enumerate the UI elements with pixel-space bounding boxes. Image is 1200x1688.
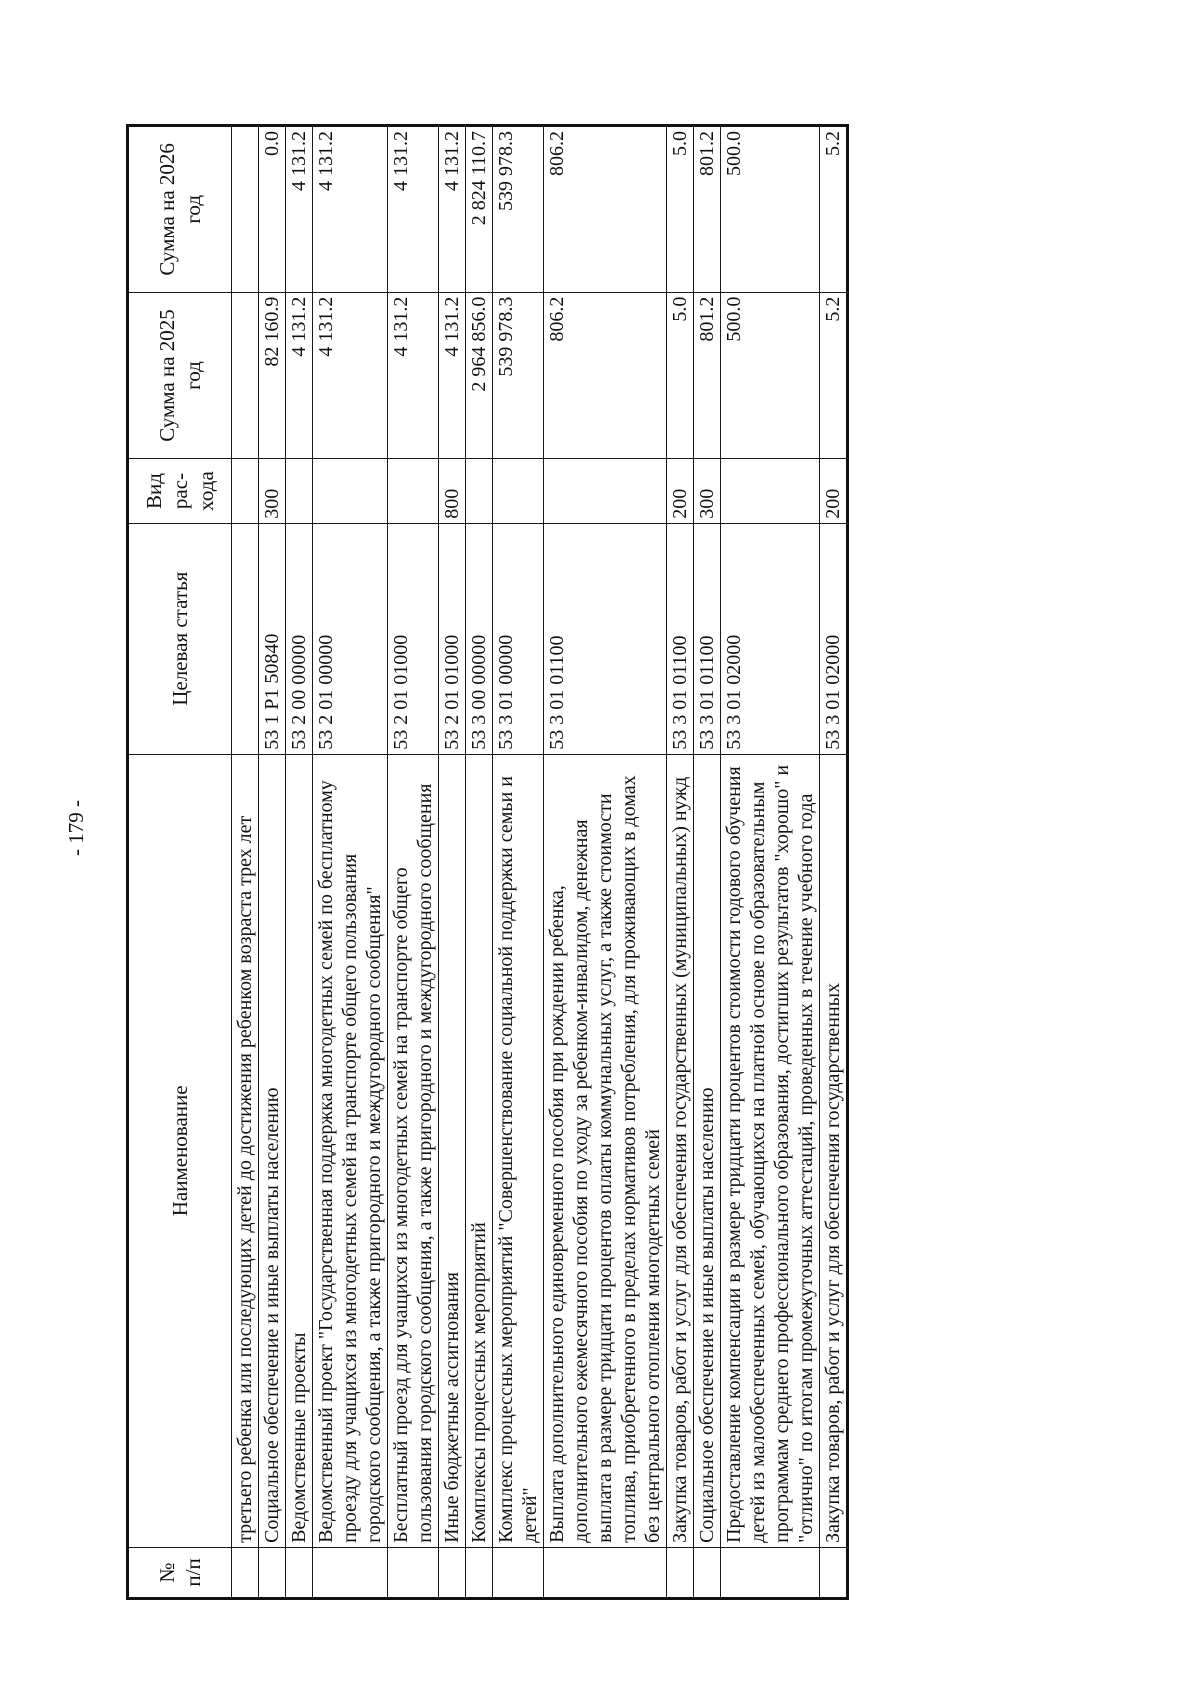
cell-name: Закупка товаров, работ и услуг для обеспечения государственных	[820, 754, 848, 1547]
cell-sum-2025: 5.0	[667, 292, 694, 459]
table-row	[259, 126, 286, 1599]
cell-num	[286, 1547, 313, 1598]
cell-expense-type	[721, 459, 820, 523]
cell-sum-2025: 5.2	[820, 292, 848, 459]
cell-expense-type: 200	[820, 459, 848, 523]
cell-sum-2026: 539 978.3	[493, 126, 544, 293]
cell-sum-2026: 4 131.2	[439, 126, 466, 293]
cell-target-code: 53 3 01 01100	[694, 523, 721, 754]
table-row	[667, 126, 694, 1599]
cell-target-code: 53 2 01 01000	[439, 523, 466, 754]
cell-sum-2025: 4 131.2	[388, 292, 439, 459]
table-row	[286, 126, 313, 1599]
cell-sum-2026: 500.0	[721, 126, 820, 293]
cell-sum-2025: 4 131.2	[439, 292, 466, 459]
rotated-table-wrapper	[126, 124, 1126, 1600]
cell-sum-2026: 5.2	[820, 126, 848, 293]
cell-expense-type	[313, 459, 388, 523]
cell-sum-2025: 4 131.2	[313, 292, 388, 459]
cell-name: Выплата дополнительного единовременного пособия при рождении ребенка, дополнительного ежемесячного пособия по уходу за ребенком-инвалидом, денежная выплата в размере тридцати процентов оплаты коммунальных услуг, а также стоимости топлива, приобретенного в пределах нормативов потребления, для проживающих в домах без центрального отопления многодетных семей	[544, 754, 667, 1547]
cell-expense-type	[232, 459, 259, 523]
cell-expense-type	[388, 459, 439, 523]
cell-sum-2026: 4 131.2	[286, 126, 313, 293]
cell-name: Социальное обеспечение и иные выплаты населению	[259, 754, 286, 1547]
budget-table	[126, 124, 849, 1600]
cell-sum-2026: 801.2	[694, 126, 721, 293]
page-number: - 179 -	[64, 800, 88, 856]
cell-name: Ведомственные проекты	[286, 754, 313, 1547]
cell-name: Закупка товаров, работ и услуг для обеспечения государственных (муниципальных) нужд	[667, 754, 694, 1547]
cell-sum-2025: 2 964 856.0	[466, 292, 493, 459]
cell-sum-2026: 806.2	[544, 126, 667, 293]
cell-expense-type: 300	[694, 459, 721, 523]
cell-sum-2025	[232, 292, 259, 459]
cell-name: Иные бюджетные ассигнования	[439, 754, 466, 1547]
cell-num	[466, 1547, 493, 1598]
cell-expense-type: 200	[667, 459, 694, 523]
cell-target-code: 53 3 01 02000	[820, 523, 848, 754]
header-num: № п/п	[128, 1547, 232, 1598]
cell-num	[820, 1547, 848, 1598]
cell-target-code: 53 3 01 00000	[493, 523, 544, 754]
cell-target-code: 53 2 01 00000	[313, 523, 388, 754]
cell-expense-type: 800	[439, 459, 466, 523]
cell-sum-2026: 5.0	[667, 126, 694, 293]
table-row	[466, 126, 493, 1599]
cell-sum-2025: 806.2	[544, 292, 667, 459]
cell-num	[667, 1547, 694, 1598]
table-row	[388, 126, 439, 1599]
table-row	[820, 126, 848, 1599]
cell-target-code: 53 2 01 01000	[388, 523, 439, 754]
cell-sum-2026: 0.0	[259, 126, 286, 293]
table-row	[721, 126, 820, 1599]
cell-name: Ведомственный проект "Государственная поддержка многодетных семей по бесплатному проезду для учащихся из многодетных семей на транспорте общего пользования городского сообщения, а также пригородного и междугородного сообщения"	[313, 754, 388, 1547]
cell-name: Социальное обеспечение и иные выплаты населению	[694, 754, 721, 1547]
cell-name: третьего ребенка или последующих детей до достижения ребенком возраста трех лет	[232, 754, 259, 1547]
header-row	[128, 126, 232, 1599]
cell-sum-2025: 801.2	[694, 292, 721, 459]
cell-num	[493, 1547, 544, 1598]
cell-sum-2025: 539 978.3	[493, 292, 544, 459]
cell-name: Комплекс процессных мероприятий "Совершенствование социальной поддержки семьи и детей"	[493, 754, 544, 1547]
header-vid: Вид рас-хода	[128, 459, 232, 523]
table-row	[439, 126, 466, 1599]
cell-sum-2026: 2 824 110.7	[466, 126, 493, 293]
cell-target-code: 53 3 00 00000	[466, 523, 493, 754]
cell-name: Комплексы процессных мероприятий	[466, 754, 493, 1547]
cell-num	[439, 1547, 466, 1598]
header-name: Наименование	[128, 754, 232, 1547]
cell-name: Предоставление компенсации в размере тридцати процентов стоимости годового обучения детей из малообеспеченных семей, обучающихся на платной основе по образовательным программам среднего профессионального образования, достигших результатов "хорошо" и "отлично" по итогам промежуточных аттестаций, проведенных в течение учебного года	[721, 754, 820, 1547]
cell-target-code: 53 3 01 02000	[721, 523, 820, 754]
table-row	[313, 126, 388, 1599]
cell-sum-2026	[232, 126, 259, 293]
cell-target-code: 53 3 01 01100	[544, 523, 667, 754]
table-row	[493, 126, 544, 1599]
table-body	[232, 126, 848, 1599]
header-sum-2026: Сумма на 2026 год	[128, 126, 232, 293]
cell-num	[694, 1547, 721, 1598]
cell-target-code: 53 3 01 01100	[667, 523, 694, 754]
cell-sum-2025: 500.0	[721, 292, 820, 459]
cell-target-code: 53 2 00 00000	[286, 523, 313, 754]
cell-num	[259, 1547, 286, 1598]
cell-target-code: 53 1 P1 50840	[259, 523, 286, 754]
header-code: Целевая статья	[128, 523, 232, 754]
cell-num	[313, 1547, 388, 1598]
cell-target-code	[232, 523, 259, 754]
cell-expense-type: 300	[259, 459, 286, 523]
cell-num	[544, 1547, 667, 1598]
cell-sum-2025: 82 160.9	[259, 292, 286, 459]
table-row	[544, 126, 667, 1599]
cell-sum-2026: 4 131.2	[388, 126, 439, 293]
table-header	[128, 126, 232, 1599]
cell-num	[721, 1547, 820, 1598]
header-sum-2025: Сумма на 2025 год	[128, 292, 232, 459]
table-row	[232, 126, 259, 1599]
cell-expense-type	[493, 459, 544, 523]
cell-sum-2025: 4 131.2	[286, 292, 313, 459]
cell-expense-type	[286, 459, 313, 523]
cell-name: Бесплатный проезд для учащихся из многодетных семей на транспорте общего пользования городского сообщения, а также пригородного и междугородного сообщения	[388, 754, 439, 1547]
table-row	[694, 126, 721, 1599]
cell-expense-type	[466, 459, 493, 523]
cell-num	[232, 1547, 259, 1598]
cell-num	[388, 1547, 439, 1598]
cell-sum-2026: 4 131.2	[313, 126, 388, 293]
cell-expense-type	[544, 459, 667, 523]
